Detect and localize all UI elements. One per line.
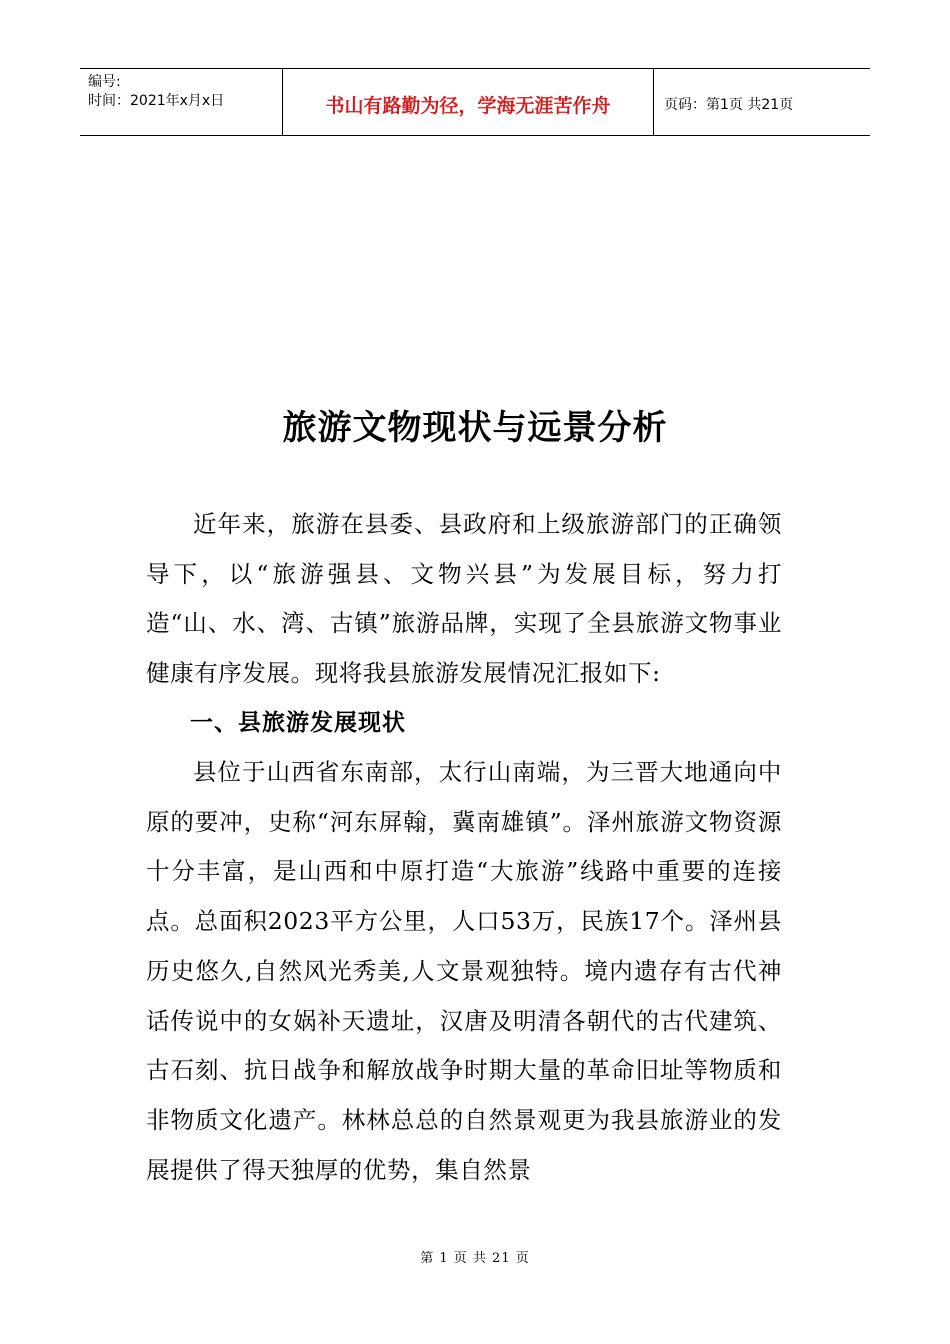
section-heading: 一、县旅游发展现状: [190, 710, 406, 736]
intro-paragraph: 近年来，旅游在县委、县政府和上级旅游部门的正确领导下，以“旅游强县、文物兴县”为发展目标，努力打造“山、水、湾、古镇”旅游品牌，实现了全县旅游文物事业健康有序发展。现将我县旅游发展情况汇报如下:: [146, 510, 782, 688]
page-footer: 第 1 页 共 21 页: [420, 1251, 530, 1266]
section-paragraph: 县位于山西省东南部，太行山南端，为三晋大地通向中原的要冲，史称“河东屏翰，冀南雄镇”。泽州旅游文物资源十分丰富，是山西和中原打造“大旅游”线路中重要的连接点。总面积2023平方公里，人口53万，民族17个。泽州县历史悠久,自然风光秀美,人文景观独特。境内遗存有古代神话传说中的女娲补天遗址，汉唐及明清各朝代的古代建筑、古石刻、抗日战争和解放战争时期大量的革命旧址等物质和非物质文化遗产。林林总总的自然景观更为我县旅游业的发展提供了得天独厚的优势，集自然景: [146, 758, 782, 1184]
header-table: [80, 68, 870, 136]
document-title: 旅游文物现状与远景分析: [282, 408, 668, 448]
header-motto-cell: [282, 69, 654, 135]
time-label: 时间：2021年x月x日: [88, 93, 225, 109]
header-meta-cell: [80, 69, 282, 135]
motto-text: 书山有路勤为径，学海无涯苦作舟: [325, 94, 611, 117]
page-info: 页码：第1页 共21页: [664, 97, 794, 113]
header-page-cell: [654, 69, 870, 135]
number-label: 编号:: [88, 74, 121, 90]
